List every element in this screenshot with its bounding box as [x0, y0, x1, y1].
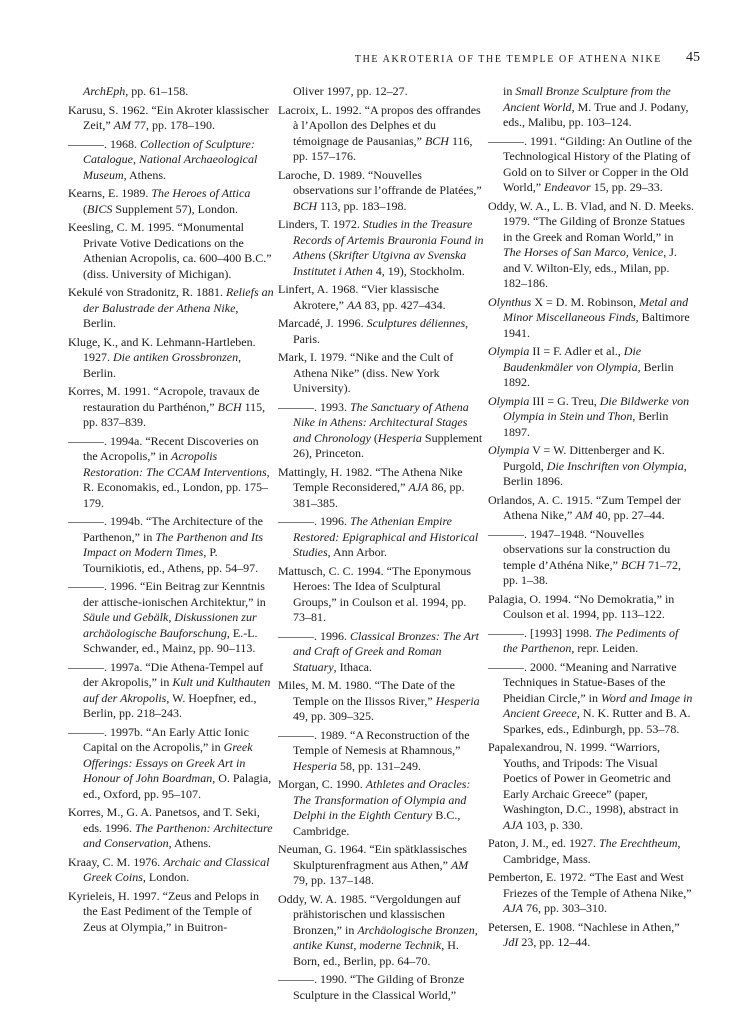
bibliography-entry: ———. 1994b. “The Architecture of the Parthenon,” in The Parthenon and Its Impact on Modern Times, P. Tournikiotis, ed., Athens, pp. 54–97. — [68, 514, 263, 575]
page-header — [40, 52, 700, 70]
bibliography-entry: Kearns, E. 1989. The Heroes of Attica (BICS Supplement 57), London. — [68, 186, 251, 216]
bibliography-entry: ———. 1993. The Sanctuary of Athena Nike in Athens: Architectural Stages and Chronology (Hesperia Supplement 26), Princeton. — [278, 399, 483, 460]
bibliography-entry: ———. 1997b. “An Early Attic Ionic Capital on the Acropolis,” in Greek Offerings: Essays on Greek Art in Honour of John Boardman, O. Palagia, ed., Oxford, pp. 95–107. — [68, 724, 272, 801]
bibliography-entry: ———. 2000. “Meaning and Narrative Techniques in Statue-Bases of the Pheidian Circle,” in Word and Image in Ancient Greece, N. K. Rutter and B. A. Sparkes, eds., Edinburgh, pp. 53–78. — [488, 659, 693, 736]
bibliography-entry: Kekulé von Stradonitz, R. 1881. Reliefs an der Balustrade der Athena Nike, Berlin. — [68, 285, 274, 330]
bibliography-entry: ———. 1968. Collection of Sculpture: Catalogue, National Archaeological Museum, Athens. — [68, 136, 258, 182]
bibliography-entry: Kluge, K., and K. Lehmann-Hartleben. 1927. Die antiken Grossbronzen, Berlin. — [68, 334, 256, 380]
bibliography-entry: ———. 1994a. “Recent Discoveries on the Acropolis,” in Acropolis Restoration: The CCAM Interventions, R. Economakis, ed., London, pp. 175–179. — [68, 433, 270, 510]
bibliography-entry: Linfert, A. 1968. “Vier klassische Akrotere,” AA 83, pp. 427–434. — [278, 282, 446, 312]
bibliography — [68, 84, 708, 1002]
bibliography-entry: Oddy, W. A. 1985. “Vergoldungen auf prähistorischen und klassischen Bronzen,” in Archäologische Bronzen, antike Kunst, moderne Technik, H. Born, ed., Berlin, pp. 64–70. — [278, 891, 478, 968]
bibliography-entry: Kraay, C. M. 1976. Archaic and Classical Greek Coins, London. — [68, 854, 270, 884]
bibliography-entry: Palagia, O. 1994. “No Demokratia,” in Coulson et al. 1994, pp. 113–122. — [488, 591, 675, 621]
bibliography-entry: ———. 1997a. “Die Athena-Tempel auf der Akropolis,” in Kult und Kulthauten auf der Akropolis, W. Hoepfner, ed., Berlin, pp. 218–243. — [68, 659, 271, 720]
bibliography-entry: in Small Bronze Sculpture from the Ancient World, M. True and J. Podany, eds., Malibu, pp. 103–124. — [503, 84, 689, 129]
bibliography-entry: Mattingly, H. 1982. “The Athena Nike Temple Reconsidered,” AJA 86, pp. 381–385. — [278, 464, 465, 510]
bibliography-entry: ———. 1996. The Athenian Empire Restored: Epigraphical and Historical Studies, Ann Arbor. — [278, 514, 479, 559]
bibliography-entry: ———. 1991. “Gilding: An Outline of the Technological History of the Plating of Gold on to Silver or Copper in the Old World,” Endeavor 15, pp. 29–33. — [488, 133, 692, 194]
bibliography-entry: Olympia II = F. Adler et al., Die Baudenkmäler von Olympia, Berlin 1892. — [488, 344, 674, 389]
bibliography-entry: ———. [1993] 1998. The Pediments of the Parthenon, repr. Leiden. — [488, 625, 679, 655]
bibliography-entry: Pemberton, E. 1972. “The East and West Friezes of the Temple of Athena Nike,” AJA 76, pp. 303–310. — [488, 870, 692, 915]
bibliography-entry: Miles, M. M. 1980. “The Date of the Temple on the Ilissos River,” Hesperia 49, pp. 309–325. — [278, 678, 480, 723]
bibliography-entry: Karusu, S. 1962. “Ein Akroter klassischer Zeit,” AM 77, pp. 178–190. — [68, 102, 269, 132]
bibliography-entry: Korres, M. 1991. “Acropole, travaux de restauration du Parthénon,” BCH 115, pp. 837–839. — [68, 384, 266, 429]
bibliography-entry: ———. 1990. “The Gilding of Bronze Sculpture in the Classical World,” — [278, 972, 465, 1002]
running-title: THE AKROTERIA OF THE TEMPLE OF ATHENA NIKE — [354, 54, 662, 65]
bibliography-entry: Oliver 1997, pp. 12–27. — [293, 84, 408, 98]
bibliography-entry: Olympia III = G. Treu, Die Bildwerke von Olympia in Stein und Thon, Berlin 1897. — [488, 393, 690, 439]
bibliography-entry: Lacroix, L. 1992. “A propos des offrandes à l’Apollon des Delphes et du témoignage de Pausanias,” BCH 116, pp. 157–176. — [278, 102, 481, 163]
bibliography-entry: Paton, J. M., ed. 1927. The Erechtheum, Cambridge, Mass. — [488, 836, 681, 866]
bibliography-entry: Keesling, C. M. 1995. “Monumental Private Votive Dedications on the Athenian Acropolis, ca. 600–400 B.C.” (diss. University of Michigan). — [68, 220, 272, 281]
bibliography-entry: ArchEph, pp. 61–158. — [83, 84, 189, 98]
bibliography-entry: ———. 1947–1948. “Nouvelles observations sur la construction du temple d’Athéna Nike,” BCH 71–72, pp. 1–38. — [488, 526, 681, 587]
bibliography-entry: Marcadé, J. 1996. Sculptures déliennes, Paris. — [278, 316, 469, 346]
bibliography-entry: Laroche, D. 1989. “Nouvelles observations sur l’offrande de Platées,” BCH 113, pp. 183–198. — [278, 167, 482, 213]
bibliography-entry: Mattusch, C. C. 1994. “The Eponymous Heroes: The Idea of Sculptural Groups,” in Coulson et al. 1994, pp. 73–81. — [278, 563, 471, 624]
bibliography-entry: Oddy, W. A., L. B. Vlad, and N. D. Meeks. 1979. “The Gilding of Bronze Statues in the Greek and Roman World,” in The Horses of San Marco, Venice, J. and V. Wilton-Ely, eds., Milan, pp. 182–186. — [488, 198, 694, 290]
bibliography-entry: ———. 1996. Classical Bronzes: The Art and Craft of Greek and Roman Statuary, Ithaca. — [278, 628, 480, 674]
bibliography-entry: Olynthus X = D. M. Robinson, Metal and Minor Miscellaneous Finds, Baltimore 1941. — [488, 294, 690, 340]
bibliography-column-3 — [488, 84, 694, 954]
bibliography-column-1 — [68, 84, 274, 938]
bibliography-entry: ———. 1989. “A Reconstruction of the Temple of Nemesis at Rhamnous,” Hesperia 58, pp. 131–249. — [278, 727, 470, 773]
bibliography-entry: Kyrieleis, H. 1997. “Zeus and Pelops in the East Pediment of the Temple of Zeus at Olympia,” in Buitron- — [68, 888, 259, 934]
bibliography-entry: ———. 1996. “Ein Beitrag zur Kenntnis der attische-ionischen Architektur,” in Säule und Gebälk, Diskussionen zur archäologische Bauforschung, E.-L. Schwander, ed., Mainz, pp. 90–113. — [68, 579, 266, 655]
bibliography-entry: Olympia V = W. Dittenberger and K. Purgold, Die Inschriften von Olympia, Berlin 1896. — [488, 443, 687, 488]
bibliography-entry: Korres, M., G. A. Panetsos, and T. Seki, eds. 1996. The Parthenon: Architecture and Conservation, Athens. — [68, 805, 273, 850]
bibliography-entry: Neuman, G. 1964. “Ein spätklassisches Skulpturenfragment aus Athen,” AM 79, pp. 137–148. — [278, 842, 469, 887]
bibliography-entry: Orlandos, A. C. 1915. “Zum Tempel der Athena Nike,” AM 40, pp. 27–44. — [488, 492, 681, 522]
page-number: 45 — [686, 50, 700, 65]
bibliography-column-2 — [278, 84, 484, 1006]
bibliography-entry: Mark, I. 1979. “Nike and the Cult of Athena Nike” (diss. New York University). — [278, 350, 454, 395]
bibliography-entry: Petersen, E. 1908. “Nachlese in Athen,” JdI 23, pp. 12–44. — [488, 919, 680, 949]
bibliography-entry: Papalexandrou, N. 1999. “Warriors, Youths, and Tripods: The Visual Poetics of Power in Geometric and Early Archaic Greece” (paper, Washington, D.C., 1998), abstract in AJA 103, p. 330. — [488, 740, 679, 832]
bibliography-entry: Linders, T. 1972. Studies in the Treasure Records of Artemis Brauronia Found in Athens (Skrifter Utgivna av Svenska Institutet i Athen 4, 19), Stockholm. — [278, 217, 484, 278]
bibliography-entry: Morgan, C. 1990. Athletes and Oracles: The Transformation of Olympia and Delphi in the Eighth Century B.C., Cambridge. — [278, 777, 471, 838]
